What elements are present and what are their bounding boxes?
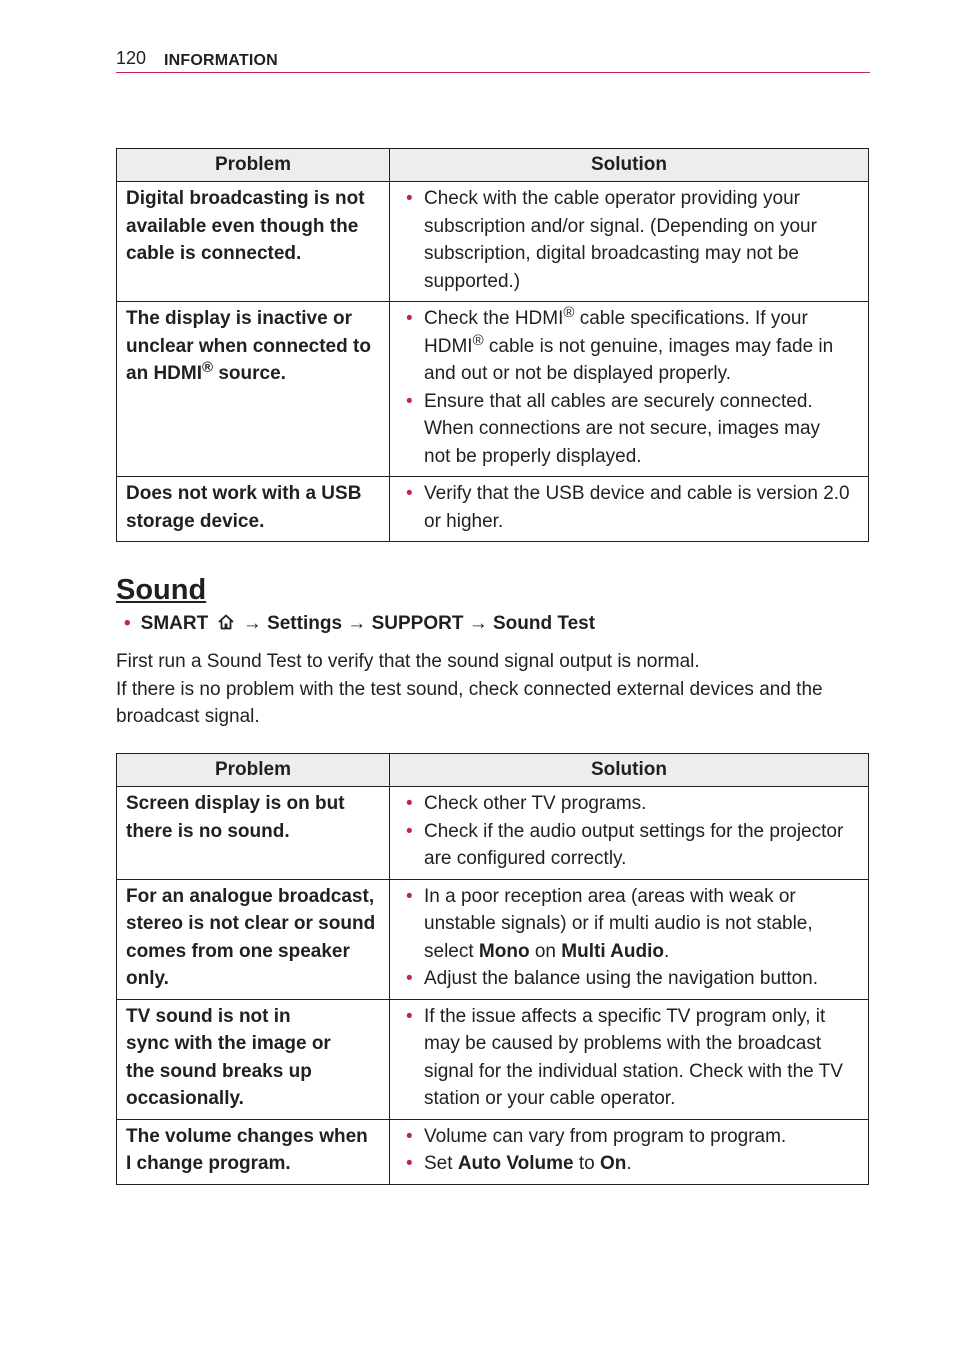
table-row [117, 477, 869, 542]
menu-settings: Settings [267, 613, 343, 634]
menu-path [124, 612, 595, 635]
table-row [117, 879, 869, 999]
table-header-row [117, 754, 869, 787]
problem-cell: The volume changes when I change program. [117, 1119, 390, 1184]
problem-cell: TV sound is not in sync with the image or the sound breaks up occasionally. [117, 999, 390, 1119]
bullet-icon: • [406, 968, 413, 989]
table-row [117, 787, 869, 880]
solution-cell [390, 879, 869, 999]
problem-cell: Screen display is on but there is no sound. [117, 787, 390, 880]
table-row [117, 999, 869, 1119]
problem-cell: For an analogue broadcast, stereo is not clear or sound comes from one speaker only. [117, 879, 390, 999]
menu-sound-test: Sound Test [493, 613, 596, 634]
solution-item: • Volume can vary from program to program. [398, 1123, 862, 1151]
intro-line: First run a Sound Test to verify that the sound signal output is normal. [116, 651, 700, 672]
solution-item: • Check if the audio output settings for the projector are configured correctly. [398, 818, 862, 873]
intro-line: broadcast signal. [116, 706, 260, 727]
bullet-icon: • [406, 1125, 413, 1147]
bullet-icon: • [406, 1005, 413, 1027]
solution-header: Solution [390, 754, 869, 787]
page-number: 120 [116, 48, 147, 68]
menu-support: SUPPORT [371, 613, 464, 634]
arrow-icon: → [347, 613, 367, 634]
bullet-icon: • [406, 820, 413, 842]
bullet-icon: • [124, 613, 131, 634]
table-row [117, 302, 869, 477]
arrow-icon: → [468, 613, 488, 634]
solution-item: • If the issue affects a specific TV program only, it may be caused by problems with the broadcast signal for the individual station. Check with the TV station or your cable operator. [398, 1003, 862, 1113]
home-icon [216, 612, 236, 632]
sound-intro [116, 648, 856, 731]
solution-cell [390, 302, 869, 477]
table-header-row [117, 149, 869, 182]
solution-item: • Adjust the balance using the navigation button. [398, 965, 862, 993]
bullet-icon: • [406, 885, 413, 907]
solution-cell [390, 787, 869, 880]
solution-item: • Set Auto Volume to On. [398, 1150, 862, 1178]
problem-header: Problem [117, 149, 390, 182]
registered-mark: ® [202, 359, 214, 376]
bullet-icon: • [406, 483, 413, 504]
solution-item: • Ensure that all cables are securely connected. When connections are not secure, images may not be properly displayed. [398, 388, 862, 471]
solution-item: • Check the HDMI® cable specifications. If your HDMI® cable is not genuine, images may fade in and out or not be displayed properly. [406, 304, 834, 384]
troubleshooting-table-sound [116, 753, 869, 1185]
section-title-sound: Sound [116, 574, 207, 606]
bullet-icon: • [406, 793, 413, 814]
solution-header: Solution [390, 149, 869, 182]
arrow-icon: → [242, 613, 262, 634]
bullet-icon: • [406, 1153, 413, 1174]
solution-cell [390, 182, 869, 302]
section-label: INFORMATION [164, 52, 278, 69]
bullet-icon: • [406, 390, 413, 412]
table-row [117, 182, 869, 302]
bullet-icon: • [406, 188, 413, 209]
table-row [117, 1119, 869, 1184]
solution-item: • Verify that the USB device and cable is version 2.0 or higher. [398, 480, 862, 535]
page-header [116, 46, 870, 73]
problem-header: Problem [117, 754, 390, 787]
troubleshooting-table-display [116, 148, 869, 542]
problem-cell: The display is inactive or unclear when connected to an HDMI® source. [117, 302, 390, 477]
menu-smart: SMART [140, 613, 209, 634]
solution-cell [390, 999, 869, 1119]
solution-item: • Check with the cable operator providing your subscription and/or signal. (Depending on your subscription, digital broadcasting may not be supported.) [398, 185, 862, 295]
bullet-icon: • [406, 308, 413, 329]
intro-line: If there is no problem with the test sound, check connected external devices and the [116, 678, 823, 700]
problem-cell: Digital broadcasting is not available even though the cable is connected. [117, 182, 390, 302]
solution-item: • In a poor reception area (areas with weak or unstable signals) or if multi audio is not stable, select Mono on Multi Audio. [398, 883, 862, 966]
problem-cell: Does not work with a USB storage device. [117, 477, 390, 542]
solution-item: • Check other TV programs. [398, 790, 862, 818]
solution-cell [390, 477, 869, 542]
solution-cell [390, 1119, 869, 1184]
